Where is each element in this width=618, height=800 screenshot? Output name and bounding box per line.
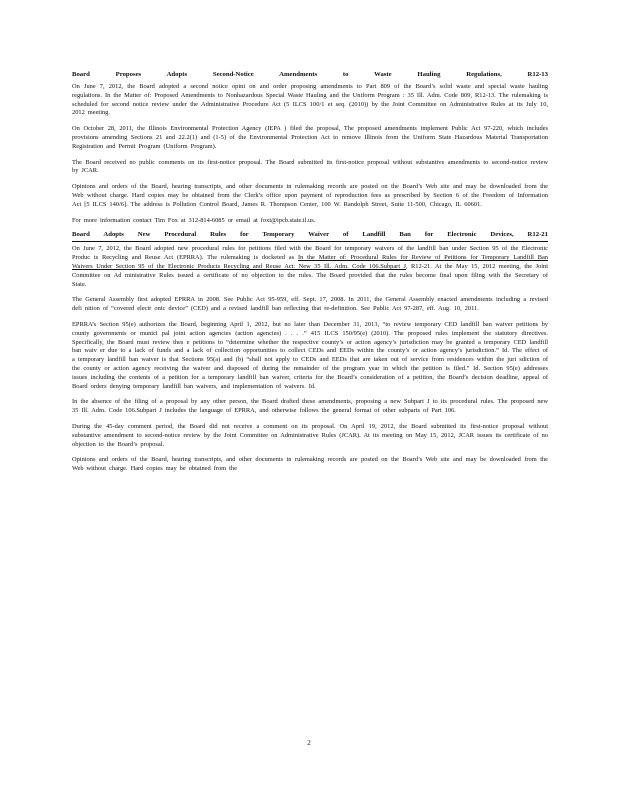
contact-paragraph: For more information contact Tim Fox at 312-814-6085 or email at foxt@ipcb.state.il.us.	[72, 216, 316, 224]
paragraph-text: On June 7, 2012, the Board adopted new procedural rules for petitions filed with the Board for temporary waivers of the landfill ban under Section 95 of the Electronic Produc ts Recycling and Reuse Act (EPRRA). The rulemaking is docketed as	[72, 245, 548, 262]
paragraph: During the 45-day comment period, the Board did not receive a comment on its proposal. On April 19, 2012, the Board submitted its first-notice proposal without substantive amendment to second-notice review by the Joint Committee on Administrative Rules (JCAR). At its meeting on May 15, 2012, JCAR issues its certificate of no objection to the Board’s proposal.	[72, 422, 548, 448]
paragraph: On October 28, 2011, the Illinois Environmental Protection Agency (IEPA ) filed the proposal, The proposed amendments implement Public Act 97-220, which includes provisions amending Sections 21 and 22.2(1) and (1-5) of the Environmental Protection Act to remove Illinois from the Uniform State Hazardous Material Transportation Registration and Permit Program (Uniform Program).	[72, 125, 548, 150]
paragraph: Opinions and orders of the Board, hearing transcripts, and other documents in rulemaking records are posted on the Board’s Web site and may be downloaded from the Web without charge. Hard copies may be obtained from the	[72, 456, 548, 473]
paragraph: The Board received no public comments on its first-notice proposal. The Board submitted its first-notice proposal without substantive amendments to second-notice review by JCAR.	[72, 158, 548, 175]
paragraph: In the absence of the filing of a proposal by any other person, the Board drafted these amendments, proposing a new Subpart J to its procedural rules. The proposed new 35 Ill. Adm. Code 106.Subpart J includes the language of EPRRA, and otherwise follows the general format of other subparts of Part 106.	[72, 398, 548, 415]
docket-title: In the Matter of: Procedural Rules for Review of Petitions for Temporary Landfill Ban Waivers Under Section 95 of the Electronic Products Recycling and Reuse Act: New 35 Ill. Adm. Code 106.Subpart J	[72, 254, 548, 270]
document-body	[72, 70, 548, 481]
page-number: 2	[307, 739, 311, 747]
section-heading-landfill-ban: Board Adopts New Procedural Rules for Temporary Waiver of Landfill Ban for Electronic Devices, R12-21	[72, 230, 548, 242]
paragraph: On June 7, 2012, the Board adopted a second notice opini on and order proposing amendments to Part 809 of the Board’s solid waste and special waste hauling regulations. In the Matter of: Proposed Amendments to Nonhazardous Special Waste Hauling and the Uniform Program : 35 Ill. Adm. Code 809, R12-13. The rulemaking is scheduled for second notice review under the Administrative Procedure Act (5 ILCS 100/1 et seq. (2010)) by the Joint Committee on Administrative Rules at its July 10, 2012 meeting.	[72, 83, 548, 117]
paragraph: The General Assembly first adopted EPRRA in 2008. See Public Act 95-959, eff. Sept. 17, 2008. In 2011, the General Assembly enacted amendments including a revised defi nition of “covered electr onic device” (CED) and a revised landfill ban reflecting that re-definition. See Public Act 97-287, eff. Aug. 10, 2011.	[72, 296, 548, 313]
paragraph-text: , R12-21. At the May 15, 2012 meeting, the Joint Committee on Ad ministrative Rules issued a certificate of no objection to the rules. The Board provided that the rules become final upon filing with the Secretary of State.	[72, 262, 549, 288]
paragraph	[72, 245, 548, 289]
paragraph: Opinions and orders of the Board, hearing transcripts, and other documents in rulemaking records are posted on the Board’s Web site and may be downloaded from the Web without charge. Hard copies may be obtained from the Clerk’s office upon payment of reproduction fees as prescribed by Section 6 of the Freedom of Information Act [5 ILCS 140/6]. The address is Pollution Control Board, James R. Thompson Center, 100 W. Randolph Street, Suite 11-500, Chicago, IL 60601.	[72, 183, 548, 208]
section-heading-waste-hauling: Board Proposes Adopts Second-Notice Amendments to Waste Hauling Regulations, R12-13	[72, 71, 548, 78]
paragraph: EPRRA’s Section 95(e) authorizes the Board, beginning April 1, 2012, but no later than December 31, 2013, “to review temporary CED landfill ban waiver petitions by county governments or munici pal joint action agencies (action agencies) . . . .” 415 ILCS 150/95(e) (2010). The proposed rules implement the statutory directives. Specifically, the Board must review thes e petitions to “determine whether the respective county’s or action agency’s jurisdiction may be granted a temporary CED landfill ban waiv er due to a lack of funds and a lack of collection opportunities to collect CEDs and EEDs within the county’s or action agency’s jurisdiction.” Id. The effect of a temporary landfill ban waiver is that Sections 95(a) and (b) “shall not apply to CEDs and EEDs that are taken out of service from residences within the juri sdiction of the county or action agency receiving the waiver and disposed of during the remainder of the program year in which the petition is filed.” Id. Section 95(e) addresses issues including the contents of a petition for a temporary landfill ban waiver, criteria for the Board’s consideration of a petition, the Board’s decision deadline, appeal of Board orders denying temporary landfill ban waivers, and implementation of waivers. Id.	[72, 320, 548, 390]
